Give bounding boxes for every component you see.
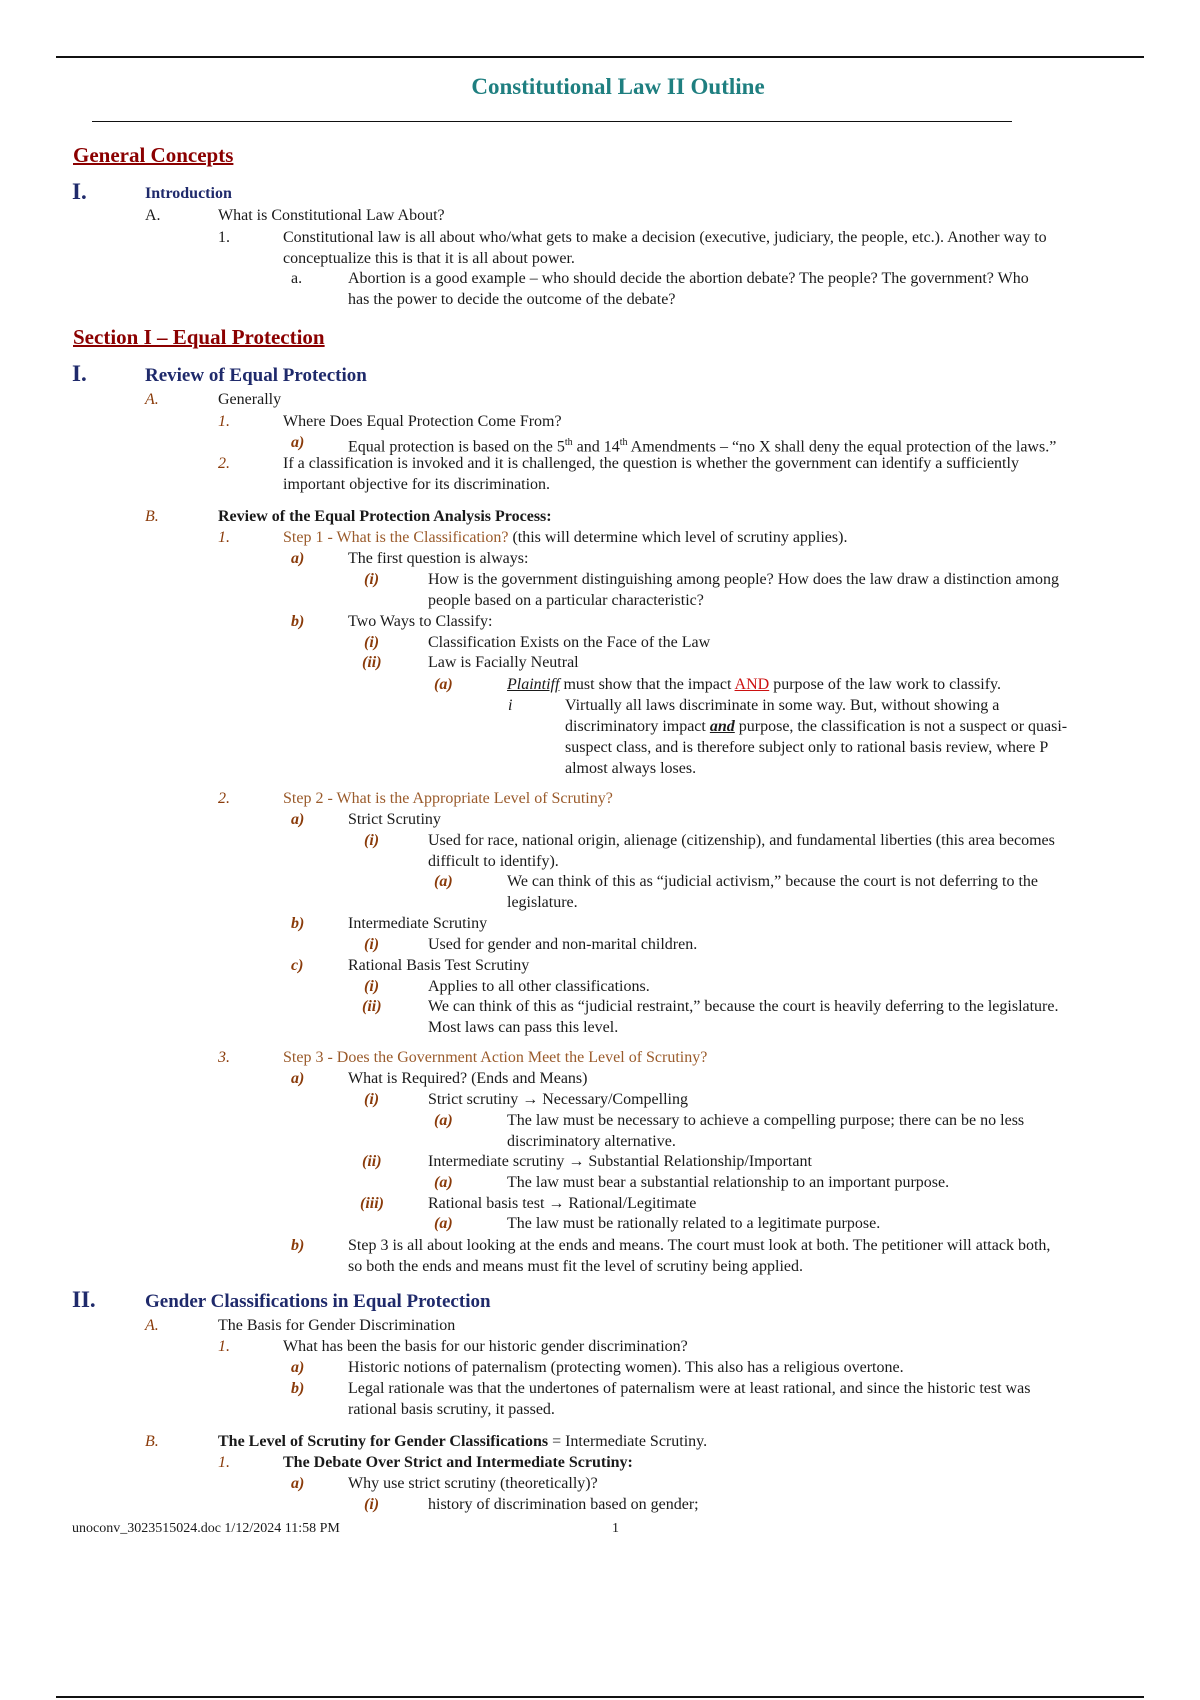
outline-label: B. [145,1433,159,1450]
outline-text: Used for gender and non-marital children. [428,936,698,953]
outline-label: A. [145,391,159,408]
outline-label: 1. [218,529,230,546]
outline-label: (i) [364,936,380,953]
outline-text: people based on a particular characteristic? [428,592,704,609]
outline-label: (a) [434,873,453,890]
outline-label: 1. [218,413,230,430]
outline-text: almost always loses. [565,760,697,777]
page-number: 1 [612,1521,619,1536]
outline-text: discriminatory alternative. [507,1133,676,1150]
outline-label: 1. [218,229,230,246]
bottom-rule [56,1696,1144,1698]
outline-text: Constitutional law is all about who/what gets to make a decision (executive, judiciary, the people, etc.). Another way to [283,229,1047,246]
outline-label: 1. [218,1338,230,1355]
outline-label: a) [291,811,305,828]
outline-label-II: II. [72,1287,96,1312]
footer-filename: unoconv_3023515024.doc 1/12/2024 11:58 PM [72,1521,340,1536]
outline-label: a) [291,1475,305,1492]
outline-text: legislature. [507,894,578,911]
outline-label-I: I. [72,361,87,386]
outline-text: The law must be necessary to achieve a compelling purpose; there can be no less [507,1112,1025,1129]
outline-text: important objective for its discrimination. [283,476,551,493]
step-2-heading: Step 2 - What is the Appropriate Level of Scrutiny? [283,790,613,807]
outline-text: Rational basis test → Rational/Legitimate [428,1195,697,1212]
outline-label: (iii) [360,1195,384,1212]
outline-text: Why use strict scrutiny (theoretically)? [348,1475,598,1492]
outline-text: We can think of this as “judicial restraint,” because the court is heavily deferring to the legislature. [428,998,1059,1015]
outline-label: (a) [434,1174,453,1191]
outline-text: What is Constitutional Law About? [218,207,445,224]
outline-text: What is Required? (Ends and Means) [348,1070,588,1087]
outline-label: (i) [364,1091,380,1108]
outline-label: b) [291,1380,305,1397]
outline-text: Classification Exists on the Face of the Law [428,634,711,651]
outline-text: Applies to all other classifications. [428,978,650,995]
outline-text: rational basis scrutiny, it passed. [348,1401,555,1418]
outline-label: B. [145,508,159,525]
outline-text: The law must bear a substantial relationship to an important purpose. [507,1174,950,1191]
outline-label: 2. [218,790,230,807]
outline-text: Intermediate scrutiny → Substantial Relationship/Important [428,1153,812,1170]
outline-label: a) [291,550,305,567]
outline-text: Virtually all laws discriminate in some way. But, without showing a [565,697,1000,714]
outline-text: We can think of this as “judicial activism,” because the court is not deferring to the [507,873,1038,890]
outline-text: Intermediate Scrutiny [348,915,488,932]
gender-heading: Gender Classifications in Equal Protection [145,1291,491,1312]
outline-text: Strict scrutiny → Necessary/Compelling [428,1091,688,1108]
outline-text: has the power to decide the outcome of the debate? [348,291,676,308]
outline-label: (i) [364,634,380,651]
outline-text: Review of the Equal Protection Analysis Process: [218,508,552,525]
outline-text: Two Ways to Classify: [348,613,493,630]
outline-text: Most laws can pass this level. [428,1019,619,1036]
outline-text: Legal rationale was that the undertones of paternalism were at least rational, and since the historic test was [348,1380,1031,1397]
outline-label: A. [145,207,161,224]
outline-label: 1. [218,1454,230,1471]
outline-label: (i) [364,1496,380,1513]
outline-text: Historic notions of paternalism (protecting women). This also has a religious overtone. [348,1359,904,1376]
step-3-heading: Step 3 - Does the Government Action Meet the Level of Scrutiny? [283,1049,708,1066]
outline-text: Used for race, national origin, alienage (citizenship), and fundamental liberties (this area becomes [428,832,1055,849]
outline-label: c) [291,957,304,974]
outline-text: Where Does Equal Protection Come From? [283,413,562,430]
outline-label: b) [291,1237,305,1254]
outline-label: (i) [364,571,380,588]
outline-label: A. [145,1317,159,1334]
step-1-heading: Step 1 - What is the Classification? (this will determine which level of scrutiny applies). [283,529,848,546]
outline-label: (a) [434,676,453,693]
outline-label: b) [291,613,305,630]
outline-text: so both the ends and means must fit the level of scrutiny being applied. [348,1258,804,1275]
outline-label: (i) [364,832,380,849]
outline-text: Step 3 is all about looking at the ends and means. The court must look at both. The petitioner will attack both, [348,1237,1051,1254]
top-rule [56,56,1144,58]
outline-label: i [508,697,513,714]
outline-text: If a classification is invoked and it is challenged, the question is whether the government can identify a sufficiently [283,455,1019,472]
outline-text: Law is Facially Neutral [428,654,579,671]
outline-text: Equal protection is based on the 5th and 14th Amendments – “no X shall deny the equal protection of the laws.” [348,437,1057,456]
outline-text: The law must be rationally related to a legitimate purpose. [507,1215,881,1232]
outline-text: Abortion is a good example – who should decide the abortion debate? The people? The government? Who [348,270,1029,287]
document-title: Constitutional Law II Outline [471,74,765,99]
outline-text: discriminatory impact and purpose, the classification is not a suspect or quasi- [565,718,1068,735]
outline-label: a) [291,1070,305,1087]
outline-label: (ii) [362,1153,382,1170]
review-heading: Review of Equal Protection [145,365,367,386]
intro-heading: Introduction [145,185,232,202]
outline-text: The first question is always: [348,550,529,567]
outline-label: 3. [218,1049,230,1066]
outline-label: (ii) [362,654,382,671]
outline-label: 2. [218,455,230,472]
outline-text: conceptualize this is that it is all about power. [283,250,575,267]
outline-text: Plaintiff must show that the impact AND purpose of the law work to classify. [507,676,1002,693]
outline-text: How is the government distinguishing among people? How does the law draw a distinction among [428,571,1059,588]
outline-text: Strict Scrutiny [348,811,441,828]
section-heading-equal-protection: Section I – Equal Protection [73,325,325,349]
outline-text: Generally [218,391,282,408]
outline-text: suspect class, and is therefore subject only to rational basis review, where P [565,739,1049,756]
section-heading-general: General Concepts [73,143,234,167]
outline-label: a) [291,1359,305,1376]
outline-text: history of discrimination based on gender; [428,1496,699,1513]
outline-text: The Debate Over Strict and Intermediate Scrutiny: [283,1454,633,1471]
outline-label: (a) [434,1112,453,1129]
title-rule [92,121,1012,122]
outline-label: (i) [364,978,380,995]
outline-text: difficult to identify). [428,853,559,870]
outline-text: Rational Basis Test Scrutiny [348,957,530,974]
outline-text: The Level of Scrutiny for Gender Classifications = Intermediate Scrutiny. [218,1433,708,1450]
outline-label: a. [291,270,303,287]
outline-text: What has been the basis for our historic gender discrimination? [283,1338,688,1355]
outline-label: a) [291,434,305,451]
outline-label-I: I. [72,179,87,204]
outline-label: (ii) [362,998,382,1015]
outline-label: b) [291,915,305,932]
outline-text: The Basis for Gender Discrimination [218,1317,456,1334]
outline-label: (a) [434,1215,453,1232]
